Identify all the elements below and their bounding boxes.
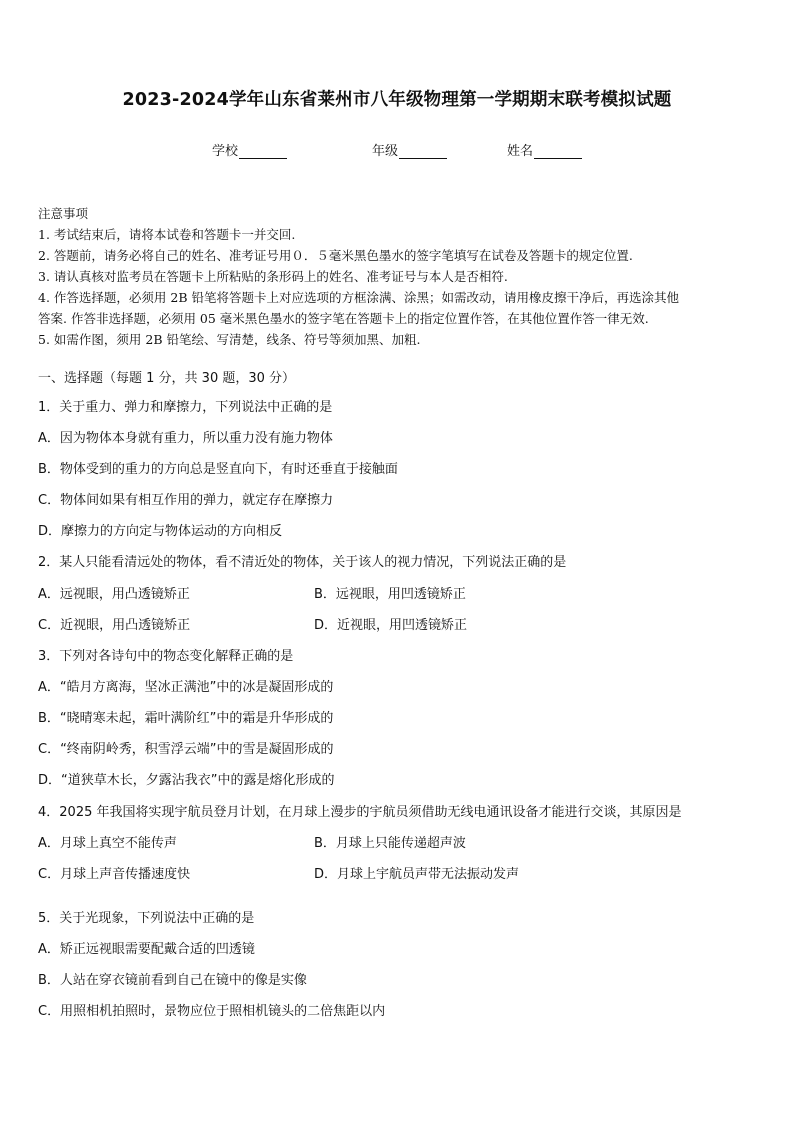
question-option: C．近视眼，用凸透镜矫正 [38,618,191,633]
exam-notes [38,203,760,350]
name-blank [534,144,582,159]
exam-title: 2023-2024学年山东省莱州市八年级物理第一学期期末联考模拟试题 [122,90,672,110]
question-option: A．“皓月方离海，坚冰正满池”中的冰是凝固形成的 [38,680,334,695]
note-item: 3. 请认真核对监考员在答题卡上所粘贴的条形码上的姓名、准考证号与本人是否相符. [38,269,508,284]
question-option: D．“道狭草木长，夕露沾我衣”中的露是熔化形成的 [38,773,335,788]
question-option: C．“终南阴岭秀，积雪浮云端”中的雪是凝固形成的 [38,742,334,757]
question-stem: 2．某人只能看清远处的物体，看不清近处的物体，关于该人的视力情况，下列说法正确的是 [38,555,567,570]
question-option: A．因为物体本身就有重力，所以重力没有施力物体 [38,431,333,446]
question-option: C．月球上声音传播速度快 [38,867,191,882]
note-item: 答案. 作答非选择题，必须用 05 毫米黑色墨水的签字笔在答题卡上的指定位置作答，在其他位置作答一律无效. [38,311,649,326]
question-option: D．近视眼，用凹透镜矫正 [314,618,468,633]
question-stem: 3．下列对各诗句中的物态变化解释正确的是 [38,649,294,664]
grade-blank [399,144,447,159]
notes-heading: 注意事项 [38,206,89,221]
school-field [212,140,287,159]
question-option: B．“晓晴寒未起，霜叶满阶红”中的霜是升华形成的 [38,711,334,726]
question-option: B．物体受到的重力的方向总是竖直向下，有时还垂直于接触面 [38,462,398,477]
name-label: 姓名 [507,144,534,159]
question-option: B．远视眼，用凹透镜矫正 [314,587,466,602]
question-stem: 1．关于重力、弹力和摩擦力，下列说法中正确的是 [38,400,333,415]
question-option: C．用照相机拍照时，景物应位于照相机镜头的二倍焦距以内 [38,1004,386,1019]
school-label: 学校 [212,144,239,159]
school-blank [239,144,287,159]
note-item: 1. 考试结束后，请将本试卷和答题卡一并交回. [38,227,296,242]
question-option: D．摩擦力的方向定与物体运动的方向相反 [38,524,283,539]
grade-label: 年级 [372,144,399,159]
student-info-fields [0,140,794,160]
question-stem: 5．关于光现象，下列说法中正确的是 [38,911,255,926]
note-item: 5. 如需作图，须用 2B 铅笔绘、写清楚，线条、符号等须加黑、加粗. [38,332,421,347]
section-heading: 一、选择题（每题 1 分，共 30 题，30 分） [38,371,296,386]
question-stem: 4．2025 年我国将实现宇航员登月计划，在月球上漫步的宇航员须借助无线电通讯设备才能进行交谈，其原因是 [38,805,682,820]
question-option: B．人站在穿衣镜前看到自己在镜中的像是实像 [38,973,307,988]
question-option: B．月球上只能传递超声波 [314,836,466,851]
question-option: A．矫正远视眼需要配戴合适的凹透镜 [38,942,255,957]
question-option: C．物体间如果有相互作用的弹力，就定存在摩擦力 [38,493,334,508]
grade-field [372,140,447,159]
name-field [507,140,582,159]
note-item: 4. 作答选择题，必须用 2B 铅笔将答题卡上对应选项的方框涂满、涂黑；如需改动，请用橡皮擦干净后，再选涂其他 [38,290,679,305]
question-option: A．月球上真空不能传声 [38,836,177,851]
note-item: 2. 答题前，请务必将自己的姓名、准考证号用０．５毫米黑色墨水的签字笔填写在试卷及答题卡的规定位置. [38,248,633,263]
question-option: D．月球上宇航员声带无法振动发声 [314,867,520,882]
question-option: A．远视眼，用凸透镜矫正 [38,587,190,602]
